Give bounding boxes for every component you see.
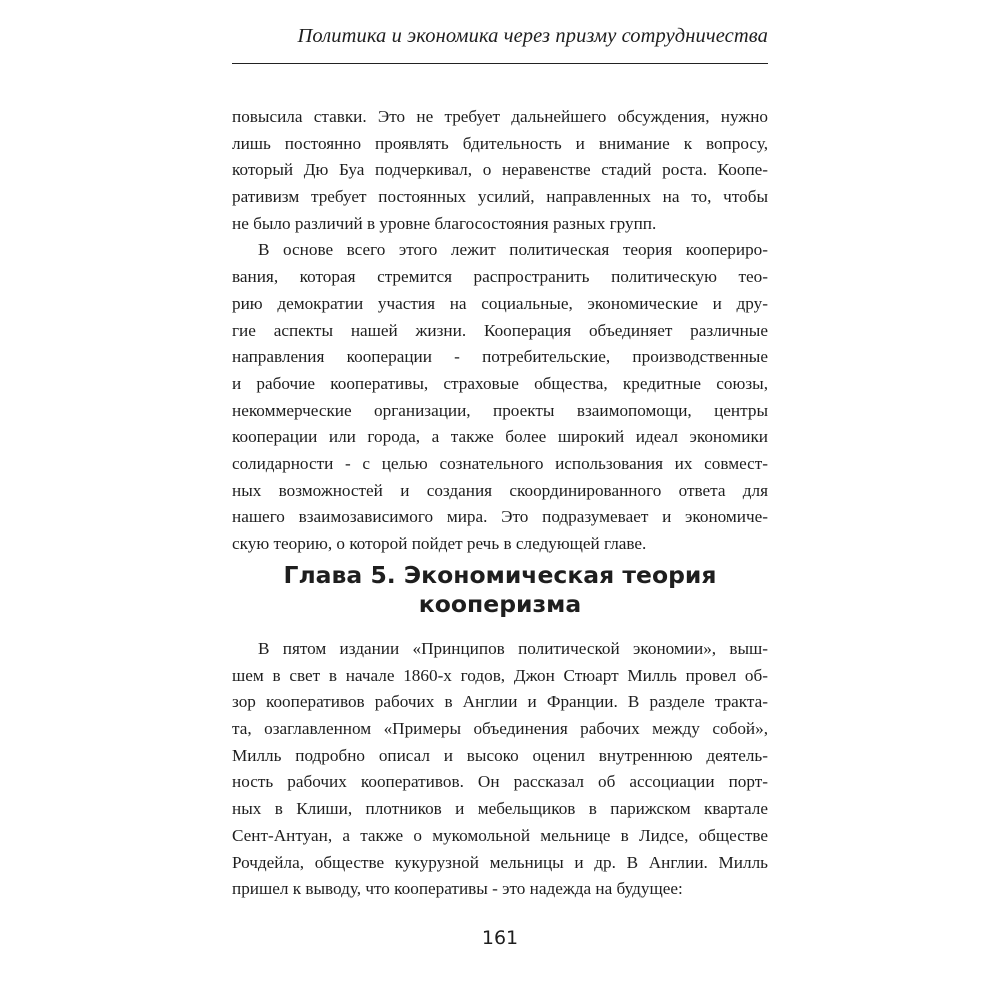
- text-line: вания, которая стремится распространить политическую тео-: [232, 267, 768, 287]
- text-line: некоммерческие организации, проекты взаимопомощи, центры: [232, 400, 768, 420]
- text-line: не было различий в уровне благосостояния разных групп.: [232, 213, 657, 233]
- header-rule: [232, 63, 768, 64]
- chapter-title: [232, 561, 768, 618]
- text-line: направления кооперации - потребительские, производственные: [232, 347, 768, 367]
- text-line: ность рабочих кооперативов. Он рассказал об ассоциации порт-: [232, 772, 768, 792]
- text-line: В пятом издании «Принципов политической экономии», выш-: [258, 639, 768, 658]
- text-line: Милль подробно описал и высоко оценил внутреннюю деятель-: [232, 745, 768, 765]
- text-line: который Дю Буа подчеркивал, о неравенстве стадий роста. Коопе-: [232, 160, 768, 180]
- text-line: шем в свет в начале 1860-х годов, Джон Стюарт Милль провел об-: [232, 665, 768, 685]
- text-line: Сент-Антуан, а также о мукомольной мельнице в Лидсе, обществе: [232, 825, 768, 845]
- chapter-title-line: Глава 5. Экономическая теория: [283, 561, 717, 589]
- paragraph-continued: [232, 104, 768, 237]
- running-header: Политика и экономика через призму сотрудничества: [297, 25, 768, 47]
- text-line: рию демократии участия на социальные, экономические и дру-: [232, 293, 768, 313]
- text-line: В основе всего этого лежит политическая теория коопериро-: [258, 240, 768, 260]
- text-line: скую теорию, о которой пойдет речь в следующей главе.: [232, 534, 647, 553]
- text-line: зор кооперативов рабочих в Англии и Франции. В разделе тракта-: [232, 692, 768, 712]
- text-line: ративизм требует постоянных усилий, направленных на то, чтобы: [232, 187, 768, 207]
- text-line: гие аспекты нашей жизни. Кооперация объединяет различные: [232, 320, 768, 340]
- text-block-before-chapter: [232, 104, 768, 558]
- text-line: ных возможностей и создания скоординированного ответа для: [232, 480, 768, 500]
- text-line: лишь постоянно проявлять бдительность и внимание к вопросу,: [232, 133, 768, 153]
- text-line: пришел к выводу, что кооперативы - это надежда на будущее:: [232, 879, 683, 899]
- text-line: кооперации или города, а также более широкий идеал экономики: [232, 427, 768, 447]
- text-line: повысила ставки. Это не требует дальнейшего обсуждения, нужно: [232, 107, 768, 126]
- paragraph: [232, 237, 768, 557]
- chapter-title-line: кооперизма: [418, 589, 582, 618]
- text-line: и рабочие кооперативы, страховые общества, кредитные союзы,: [232, 373, 768, 393]
- text-block-after-chapter: [232, 636, 768, 903]
- text-line: Рочдейла, обществе кукурузной мельницы и др. В Англии. Милль: [232, 852, 768, 872]
- text-line: солидарности - с целью сознательного использования их совмест-: [232, 453, 768, 473]
- text-line: та, озаглавленном «Примеры объединения рабочих между собой»,: [232, 719, 768, 739]
- text-line: ных в Клиши, плотников и мебельщиков в парижском квартале: [232, 799, 768, 819]
- paragraph: [232, 636, 768, 903]
- page-number: 161: [481, 927, 519, 949]
- text-line: нашего взаимозависимого мира. Это подразумевает и экономиче-: [232, 507, 768, 527]
